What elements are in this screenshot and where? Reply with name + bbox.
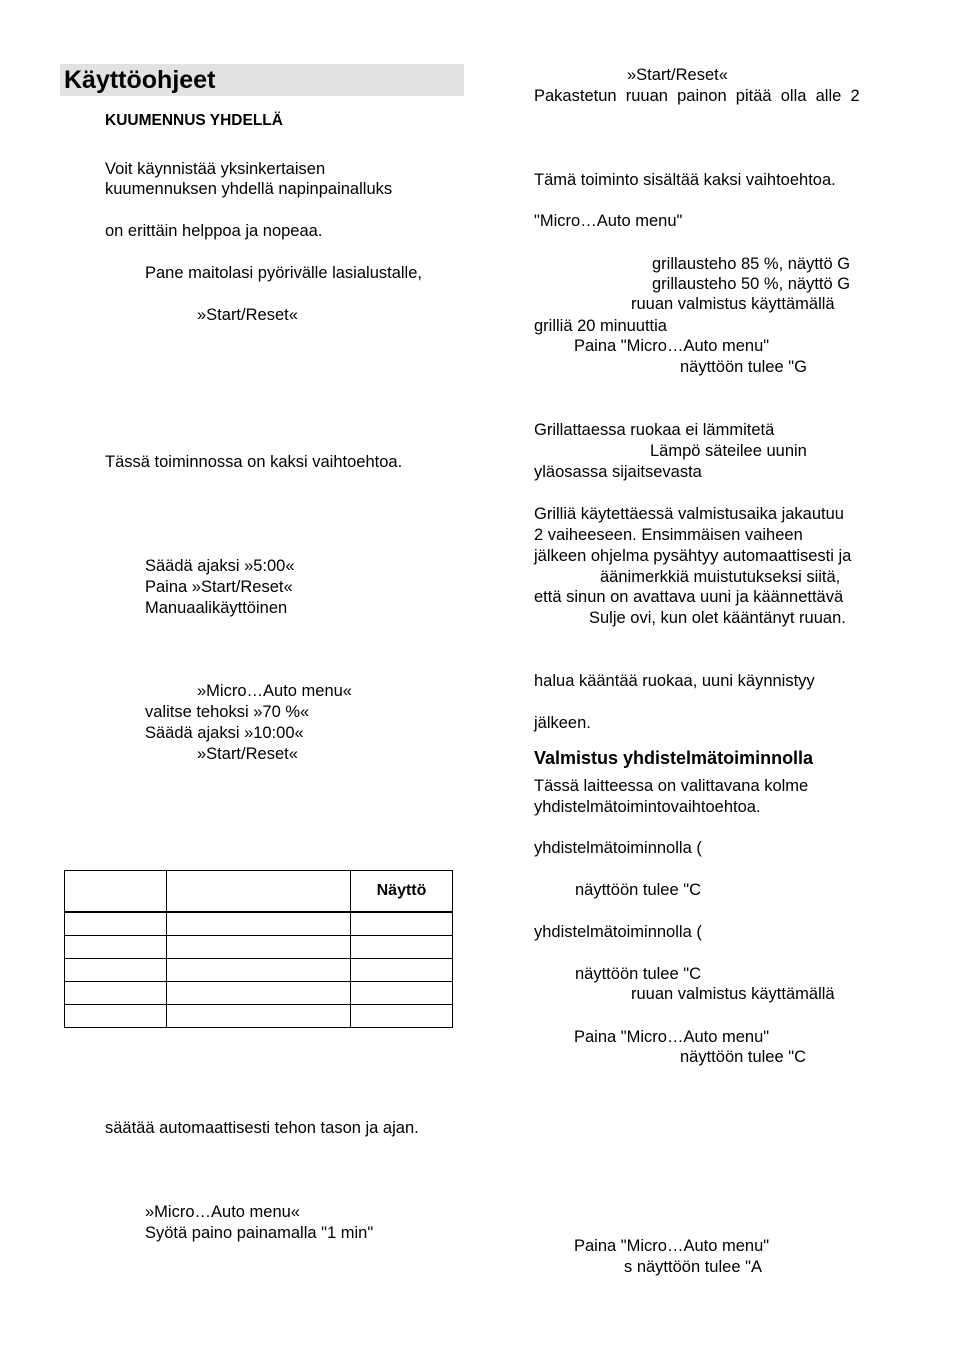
table-cell [351,912,453,936]
section-heading-one-touch-heating: KUUMENNUS YHDELLÄ [105,112,283,129]
instruction-step: Manuaalikäyttöinen [145,599,288,617]
paragraph-line: Tässä toiminnossa on kaksi vaihtoehtoa. [105,453,403,471]
paragraph-line: Tässä laitteessa on valittavana kolme [534,777,809,795]
instruction-step: näyttöön tulee "G [680,358,807,376]
paragraph-line: Voit käynnistää yksinkertaisen [105,160,326,178]
paragraph-line: Tämä toiminto sisältää kaksi vaihtoehtoa. [534,171,836,189]
instruction-step: »Micro…Auto menu« [197,682,352,700]
table-cell [65,912,167,936]
paragraph-line: Sulje ovi, kun olet kääntänyt ruuan. [589,609,846,627]
paragraph-line: Grillattaessa ruokaa ei lämmitetä [534,421,775,439]
paragraph-line: halua kääntää ruokaa, uuni käynnistyy [534,672,815,690]
table-cell [167,1005,351,1028]
instruction-step: Säädä ajaksi »5:00« [145,557,295,575]
instruction-step: Paina "Micro…Auto menu" [574,1237,770,1255]
section-heading-combination: Valmistus yhdistelmätoiminnolla [534,748,814,768]
paragraph-line: äänimerkkiä muistutukseksi siitä, [600,568,841,586]
table-cell [351,982,453,1005]
instruction-step: Paina "Micro…Auto menu" [574,337,770,355]
table-header-row [65,871,453,913]
table-header-cell [167,871,351,913]
paragraph-line: jälkeen ohjelma pysähtyy automaattisesti ja [534,547,852,565]
table-row [65,982,453,1005]
paragraph-line: kuumennuksen yhdellä napinpainalluks [105,180,393,198]
table-cell [351,959,453,982]
paragraph-line: säätää automaattisesti tehon tason ja ajan. [105,1119,419,1137]
instruction-step: näyttöön tulee "C [680,1048,807,1066]
table-cell [65,936,167,959]
instruction-step: Pane maitolasi pyörivälle lasialustalle, [145,264,422,282]
table-cell [65,959,167,982]
table-cell [65,1005,167,1028]
paragraph-line: yläosassa sijaitsevasta [534,463,702,481]
page-title: Käyttöohjeet [64,66,216,94]
table-cell [167,959,351,982]
instruction-step: s näyttöön tulee "A [624,1258,762,1276]
instruction-step: Säädä ajaksi »10:00« [145,724,304,742]
instruction-step: Paina "Micro…Auto menu" [574,1028,770,1046]
paragraph-line: että sinun on avattava uuni ja käännettävä [534,588,844,606]
instruction-step: »Start/Reset« [627,66,728,84]
paragraph-line: Lämpö säteilee uunin [650,442,807,460]
table-row [65,959,453,982]
instruction-step: valitse tehoksi »70 %« [145,703,310,721]
option-line: ruuan valmistus käyttämällä [631,295,835,313]
instruction-step: Paina »Start/Reset« [145,578,293,596]
table-header-cell [65,871,167,913]
table-header-cell: Näyttö [351,871,453,913]
instruction-step: »Start/Reset« [197,306,298,324]
paragraph-line: jälkeen. [534,714,591,732]
paragraph-line: yhdistelmätoimintovaihtoehtoa. [534,798,761,816]
instruction-step: »Micro…Auto menu« [145,1203,300,1221]
paragraph-line: Grilliä käytettäessä valmistusaika jakautuu [534,505,844,523]
paragraph-line: "Micro…Auto menu" [534,212,683,230]
paragraph-line: on erittäin helppoa ja nopeaa. [105,222,323,240]
paragraph-line: Pakastetun ruuan painon pitää olla alle 2 [534,87,860,105]
page-title-bar [60,64,464,96]
table-cell [167,982,351,1005]
table-row [65,936,453,959]
instruction-step: »Start/Reset« [197,745,298,763]
instruction-step: Syötä paino painamalla "1 min" [145,1224,374,1242]
table-row [65,912,453,936]
paragraph-line: näyttöön tulee "C [575,965,702,983]
table-cell [65,982,167,1005]
paragraph-line: ruuan valmistus käyttämällä [631,985,835,1003]
paragraph-line: yhdistelmätoiminnolla ( [534,839,702,857]
paragraph-line: yhdistelmätoiminnolla ( [534,923,702,941]
option-line: grilliä 20 minuuttia [534,317,667,335]
table-cell [167,912,351,936]
table-cell [351,1005,453,1028]
paragraph-line: 2 vaiheeseen. Ensimmäisen vaiheen [534,526,803,544]
option-line: grillausteho 50 %, näyttö G [652,275,851,293]
option-line: grillausteho 85 %, näyttö G [652,255,851,273]
table-cell [167,936,351,959]
table-row [65,1005,453,1028]
settings-table [64,870,453,1028]
table-cell [351,936,453,959]
paragraph-line: näyttöön tulee "C [575,881,702,899]
